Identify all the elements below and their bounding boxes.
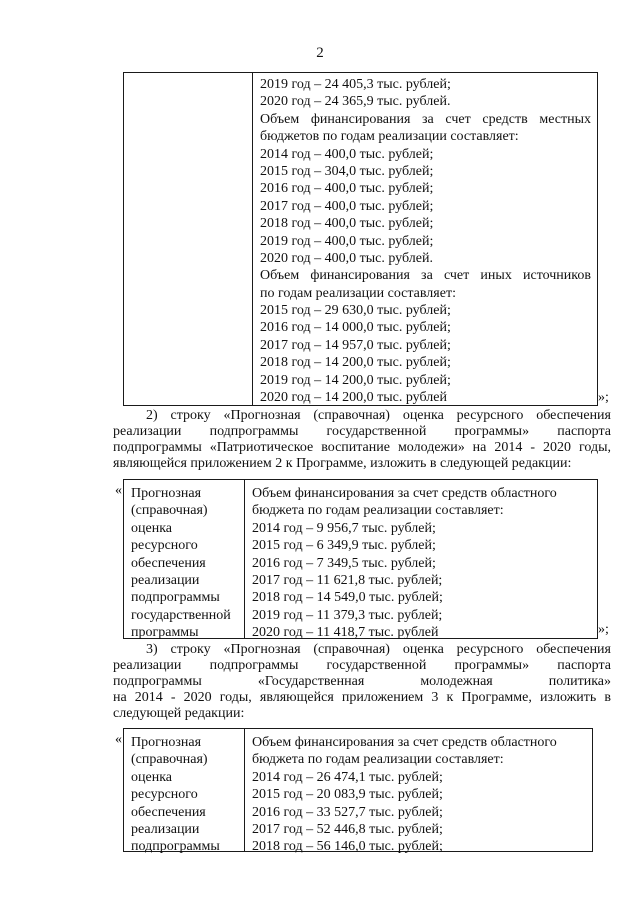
paragraph-2 xyxy=(113,408,611,472)
table-1-line: по годам реализации составляет: xyxy=(260,285,456,301)
table-3-line: бюджета по годам реализации составляет: xyxy=(252,752,504,768)
table-2-label-line: подпрограммы xyxy=(131,590,220,606)
paragraph-3-line: следующей редакции: xyxy=(113,706,245,721)
table-1-line: 2014 год – 400,0 тыс. рублей; xyxy=(260,146,434,162)
table-1-line: 2015 год – 29 630,0 тыс. рублей; xyxy=(260,303,451,319)
table-2-open-quote: « xyxy=(115,483,122,498)
paragraph-2-line: 2) строку «Прогнозная (справочная) оценка ресурсного обеспечения xyxy=(146,408,611,423)
table-1-label-cell xyxy=(124,73,253,405)
table-3-label-line: обеспечения xyxy=(131,804,206,820)
table-3-label-line: (справочная) xyxy=(131,752,208,768)
table-3-line: 2015 год – 20 083,9 тыс. рублей; xyxy=(252,787,443,803)
paragraph-2-line: подпрограммы «Патриотическое воспитание молодежи» на 2014 - 2020 годы, xyxy=(113,440,611,455)
paragraph-3-line: подпрограммы «Государственная молодежная политика» xyxy=(113,674,611,689)
table-2-line: 2015 год – 6 349,9 тыс. рублей; xyxy=(252,538,436,554)
funding-table-3 xyxy=(123,728,593,855)
funding-table-2 xyxy=(123,479,598,639)
table-2-label-line: программы xyxy=(131,625,199,641)
paragraph-2-line: реализации подпрограммы государственной программы» паспорта xyxy=(113,424,611,439)
table-2-label-line: (справочная) xyxy=(131,503,208,519)
table-1-line: 2019 год – 400,0 тыс. рублей; xyxy=(260,233,434,249)
table-1-line: 2016 год – 14 000,0 тыс. рублей; xyxy=(260,320,451,336)
table-2-line: 2014 год – 9 956,7 тыс. рублей; xyxy=(252,520,436,536)
table-2-value-cell xyxy=(245,480,597,641)
table-1-line: Объем финансирования за счет иных источников xyxy=(260,268,591,284)
paragraph-3 xyxy=(113,642,611,722)
table-2-label-line: оценка xyxy=(131,520,173,536)
funding-table-1 xyxy=(123,72,598,406)
table-2-label-line: обеспечения xyxy=(131,555,206,571)
table-1-line: бюджетов по годам реализации составляет: xyxy=(260,129,519,145)
table-3-line: 2014 год – 26 474,1 тыс. рублей; xyxy=(252,769,443,785)
table-3-label-cell xyxy=(124,729,245,855)
page-number: 2 xyxy=(316,45,324,61)
table-2-line: 2016 год – 7 349,5 тыс. рублей; xyxy=(252,555,436,571)
paragraph-3-line: 3) строку «Прогнозная (справочная) оценка ресурсного обеспечения xyxy=(146,642,611,657)
table-2-label-cell xyxy=(124,480,245,641)
table-3-line: 2016 год – 33 527,7 тыс. рублей; xyxy=(252,804,443,820)
table-1-line: 2020 год – 24 365,9 тыс. рублей. xyxy=(260,94,451,110)
table-1-line: 2019 год – 14 200,0 тыс. рублей; xyxy=(260,372,451,388)
paragraph-3-line: реализации подпрограммы государственной программы» паспорта xyxy=(113,658,611,673)
table-3-label-line: ресурсного xyxy=(131,787,198,803)
table-1-line: 2017 год – 400,0 тыс. рублей; xyxy=(260,198,434,214)
table-2-line: 2019 год – 11 379,3 тыс. рублей; xyxy=(252,607,443,623)
table-2-label-line: ресурсного xyxy=(131,538,198,554)
table-2-line: 2018 год – 14 549,0 тыс. рублей; xyxy=(252,590,443,606)
table-2-line: 2017 год – 11 621,8 тыс. рублей; xyxy=(252,572,443,588)
table-1-line: 2020 год – 400,0 тыс. рублей. xyxy=(260,250,433,266)
paragraph-3-line: на 2014 - 2020 годы, являющейся приложением 3 к Программе, изложить в xyxy=(113,690,611,705)
table-3-label-line: подпрограммы xyxy=(131,839,220,855)
table-3-line: 2018 год – 56 146,0 тыс. рублей; xyxy=(252,839,443,855)
table-3-label-line: оценка xyxy=(131,769,173,785)
table-3-label-line: Прогнозная xyxy=(131,735,202,750)
table-3-line: 2017 год – 52 446,8 тыс. рублей; xyxy=(252,821,443,837)
table-1-line: 2017 год – 14 957,0 тыс. рублей; xyxy=(260,337,451,353)
table-2-line: Объем финансирования за счет средств областного xyxy=(252,486,557,501)
table-1-line: 2019 год – 24 405,3 тыс. рублей; xyxy=(260,77,451,92)
table-1-line: 2015 год – 304,0 тыс. рублей; xyxy=(260,163,434,179)
table-1-close-quote: »; xyxy=(598,390,609,405)
table-2-label-line: реализации xyxy=(131,572,200,588)
table-1-line: 2016 год – 400,0 тыс. рублей; xyxy=(260,181,434,197)
table-1-line: 2018 год – 14 200,0 тыс. рублей; xyxy=(260,355,451,371)
table-2-line: 2020 год – 11 418,7 тыс. рублей xyxy=(252,625,439,641)
table-2-close-quote: »; xyxy=(598,622,609,637)
table-3-label-line: реализации xyxy=(131,821,200,837)
table-3-line: Объем финансирования за счет средств областного xyxy=(252,735,557,750)
table-1-value-cell xyxy=(253,73,597,405)
table-3-value-cell xyxy=(245,729,592,855)
table-2-line: бюджета по годам реализации составляет: xyxy=(252,503,504,519)
table-3-open-quote: « xyxy=(115,732,122,747)
table-1-line: 2018 год – 400,0 тыс. рублей; xyxy=(260,216,434,232)
table-2-label-line: Прогнозная xyxy=(131,486,202,501)
table-1-line: Объем финансирования за счет средств местных xyxy=(260,111,591,127)
paragraph-2-line: являющейся приложением 2 к Программе, изложить в следующей редакции: xyxy=(113,456,572,471)
table-1-line: 2020 год – 14 200,0 тыс. рублей xyxy=(260,390,447,406)
table-2-label-line: государственной xyxy=(131,607,231,623)
